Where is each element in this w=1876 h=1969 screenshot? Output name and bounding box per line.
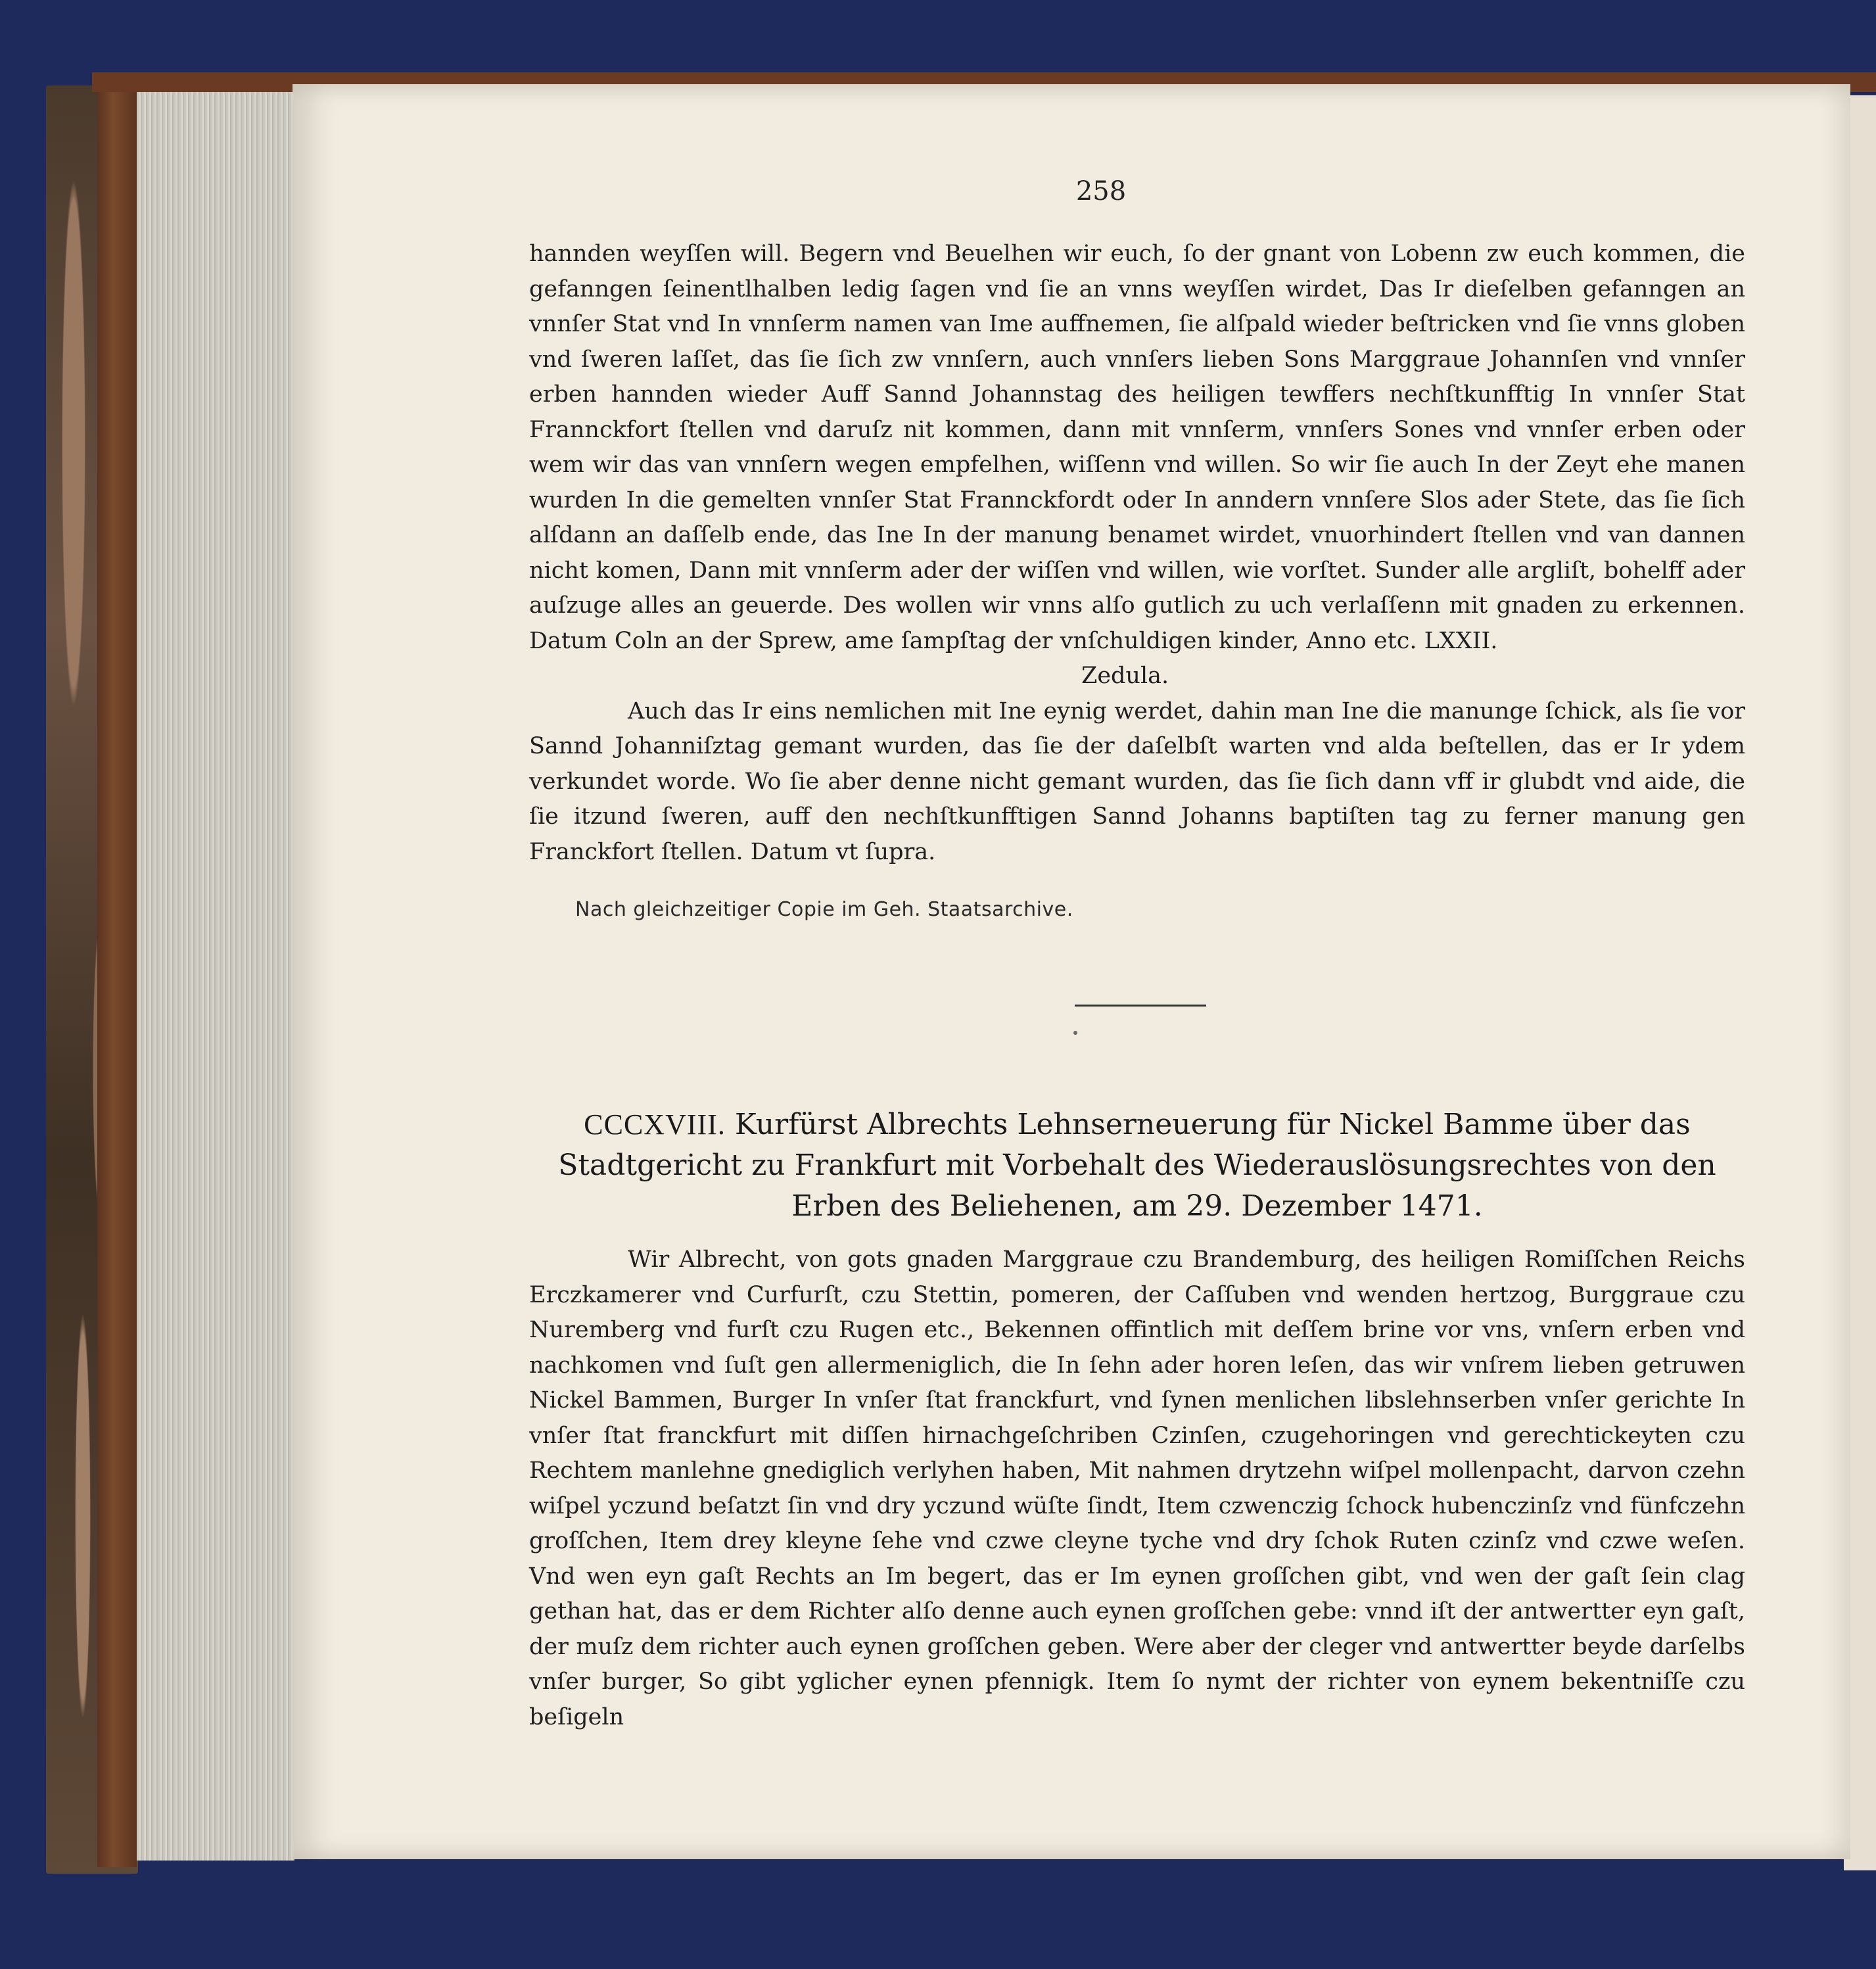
document-heading xyxy=(529,1104,1745,1227)
page-number: 258 xyxy=(1075,176,1127,206)
letter-text xyxy=(529,237,1745,870)
book-spine xyxy=(97,79,137,1867)
document-title: Kurfürst Albrechts Lehnserneuerung für Nickel Bamme über das Stadtgericht zu Frankfurt mit Vorbehalt des Wiederauslösungsrechtes von den Erben des Beliehenen, am 29. Dezember 1471. xyxy=(558,1108,1716,1223)
charter-text xyxy=(529,1243,1745,1735)
page-edges xyxy=(137,85,294,1861)
document-number: CCCXVIII. xyxy=(584,1108,726,1141)
section-divider xyxy=(1075,1005,1206,1007)
charter-paragraph: Wir Albrecht, von gots gnaden Marggraue czu Brandemburg, des heiligen Romiſſchen Reichs Erczkamerer vnd Curfurſt, czu Stettin, pomeren, der Caſſuben vnd wenden hertzog, Burggraue czu Nuremberg vnd furſt czu Rugen etc., Bekennen offintlich mit deſſem brine vor vns, vnſern erben vnd nachkomen vnd ſuſt gen allermeniglich, die In ſehn ader horen leſen, das wir vnſrem lieben getruwen Nickel Bammen, Burger In vnſer ſtat franckfurt, vnd ſynen menlichen libslehnserben vnſer gerichte In vnſer ſtat franckfurt mit diſſen hirnachgeſchriben Czinſen, czugehoringen vnd gerechtickeyten czu Rechtem manlehne gnediglich verlyhen haben, Mit nahmen drytzehn wiſpel mollenpacht, darvon czehn wiſpel yczund beſatzt ſin vnd dry yczund wüſte ſindt, Item czwenczig ſchock hubenczinſz vnd fünfczehn groſſchen, Item drey kleyne ſehe vnd czwe cleyne tyche vnd dry ſchok Ruten czinſz vnd czwe weſen. Vnd wen eyn gaſt Rechts an Im begert, das er Im eynen groſſchen gibt, vnd wen der gaſt ſein clag gethan hat, das er dem Richter alſo denne auch eynen groſſchen gebe: vnnd iſt der antwertter eyn gaſt, der muſz dem richter auch eynen groſſchen geben. Were aber der cleger vnd antwertter beyde darſelbs vnſer burger, So gibt yglicher eynen pfennigk. Item ſo nymt der richter von eynem bekentniſſe czu beſigeln xyxy=(529,1246,1745,1730)
ink-dot xyxy=(1073,1031,1077,1035)
zedula-label: Zedula. xyxy=(1081,663,1169,689)
letter-paragraph: hannden weyſſen will. Begern vnd Beuelhen wir euch, ſo der gnant von Lobenn zw euch kommen, die gefanngen ſeinentlhalben ledig ſagen vnd ſie an vnns weyſſen wirdet, Das Ir dieſelben gefanngen an vnnſer Stat vnd In vnnſerm namen van Ime auffnemen, ſie alſpald wieder beſtricken vnd ſie vnns globen vnd ſweren laſſet, das ſie ſich zw vnnſern, auch vnnſers lieben Sons Marggraue Johannſen vnd vnnſer erben hannden wieder Auff Sannd Johannstag des heiligen tewffers nechſtkunfftig In vnnſer Stat Frannckfort ſtellen vnd daruſz nit kommen, dann mit vnnſerm, vnnſers Sones vnd vnnſer erben oder wem wir das van vnnſern wegen empfelhen, wiſſenn vnd willen. So wir ſie auch In der Zeyt ehe manen wurden In die gemelten vnnſer Stat Frannckfordt oder In anndern vnnſere Slos ader Stete, das ſie ſich alſdann an daſſelb ende, das Ine In der manung benamet wirdet, vnuorhindert ſtellen vnd van dannen nicht komen, Dann mit vnnſerm ader der wiſſen vnd willen, wie vorſtet. Sunder alle argliſt, bohelff ader auſzuge alles an geuerde. Des wollen wir vnns alſo gutlich zu uch verlaſſenn mit gnaden zu erkennen. Datum Coln an der Sprew, ame ſampſtag der vnſchuldigen kinder, Anno etc. LXXII. xyxy=(529,241,1745,654)
source-note: Nach gleichzeitiger Copie im Geh. Staatsarchive. xyxy=(575,898,1073,921)
book-page xyxy=(293,84,1850,1859)
zedula-paragraph: Auch das Ir eins nemlichen mit Ine eynig werdet, dahin man Ine die manunge ſchick, als ſie vor Sannd Johanniſztag gemant wurden, das ſie der daſelbſt warten vnd alda beſtellen, das er Ir ydem verkundet worde. Wo ſie aber denne nicht gemant wurden, das ſie ſich dann vff ir glubdt vnd aide, die ſie itzund ſweren, auff den nechſtkunfftigen Sannd Johanns baptiſten tag zu ferner manung gen Franckfort ſtellen. Datum vt ſupra. xyxy=(529,698,1745,865)
